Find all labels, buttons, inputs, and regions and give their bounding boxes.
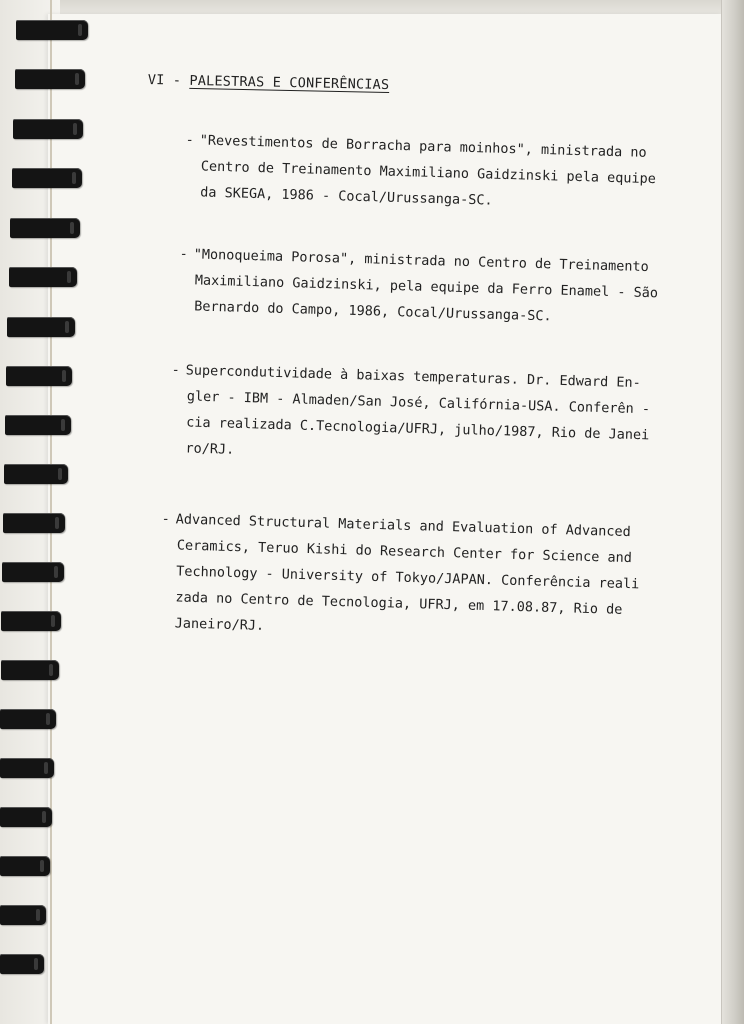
item-line: Maximiliano Gaidzinski, pela equipe da Ferro Enamel - São — [194, 272, 659, 302]
section-separator: - — [172, 72, 182, 89]
item-line: Advanced Structural Materials and Evaluation of Advanced — [175, 511, 631, 541]
item-line: cia realizada C.Tecnologia/UFRJ, julho/1987, Rio de Janei — [185, 414, 650, 444]
list-item: - "Revestimentos de Borracha para moinhos", ministrada no Centro de Treinamento Maximiliano Gaidzinski pela equipe da SKEGA, 1986 - Cocal/Urussanga-SC. — [184, 127, 657, 218]
item-line: "Revestimentos de Borracha para moinhos", ministrada no — [199, 132, 647, 161]
section-heading — [148, 72, 390, 93]
item-line: Bernardo do Campo, 1986, Cocal/Urussanga-SC. — [193, 298, 552, 325]
section-number: VI — [147, 72, 165, 89]
item-line: ro/RJ. — [185, 440, 235, 458]
item-line: da SKEGA, 1986 - Cocal/Urussanga-SC. — [199, 184, 493, 209]
item-line: Janeiro/RJ. — [174, 615, 265, 634]
item-line: zada no Centro de Tecnologia, UFRJ, em 17.08.87, Rio de — [175, 589, 623, 618]
item-line: Technology - University of Tokyo/JAPAN. Conferência reali — [175, 563, 640, 593]
list-item: - Advanced Structural Materials and Evaluation of Advanced Ceramics, Teruo Kishi do Research Center for Science and Technology - University of Tokyo/JAPAN. Conferência reali zada no Centro de Tecnologia, UFRJ, em 17.08.87, Rio de Janeiro/RJ. — [158, 506, 641, 649]
item-line: "Monoqueima Porosa", ministrada no Centro de Treinamento — [193, 246, 649, 276]
list-item: - Supercondutividade à baixas temperaturas. Dr. Edward En- gler - IBM - Almaden/San José, Califórnia-USA. Conferên - cia realizada C.Tecnologia/UFRJ, julho/1987, Rio de Janei ro/RJ. — [169, 357, 651, 474]
item-line: Ceramics, Teruo Kishi do Research Center for Science and — [176, 537, 633, 567]
list-item: - "Monoqueima Porosa", ministrada no Centro de Treinamento Maximiliano Gaidzinski, pela equipe da Ferro Enamel - São Bernardo do Campo, 1986, Cocal/Urussanga-SC. — [178, 241, 659, 332]
item-line: Supercondutividade à baixas temperaturas. Dr. Edward En- — [185, 362, 641, 392]
item-line: gler - IBM - Almaden/San José, Califórnia-USA. Conferên - — [186, 388, 651, 418]
item-line: Centro de Treinamento Maximiliano Gaidzinski pela equipe — [200, 158, 657, 188]
section-title: PALESTRAS E CONFERÊNCIAS — [189, 72, 390, 94]
